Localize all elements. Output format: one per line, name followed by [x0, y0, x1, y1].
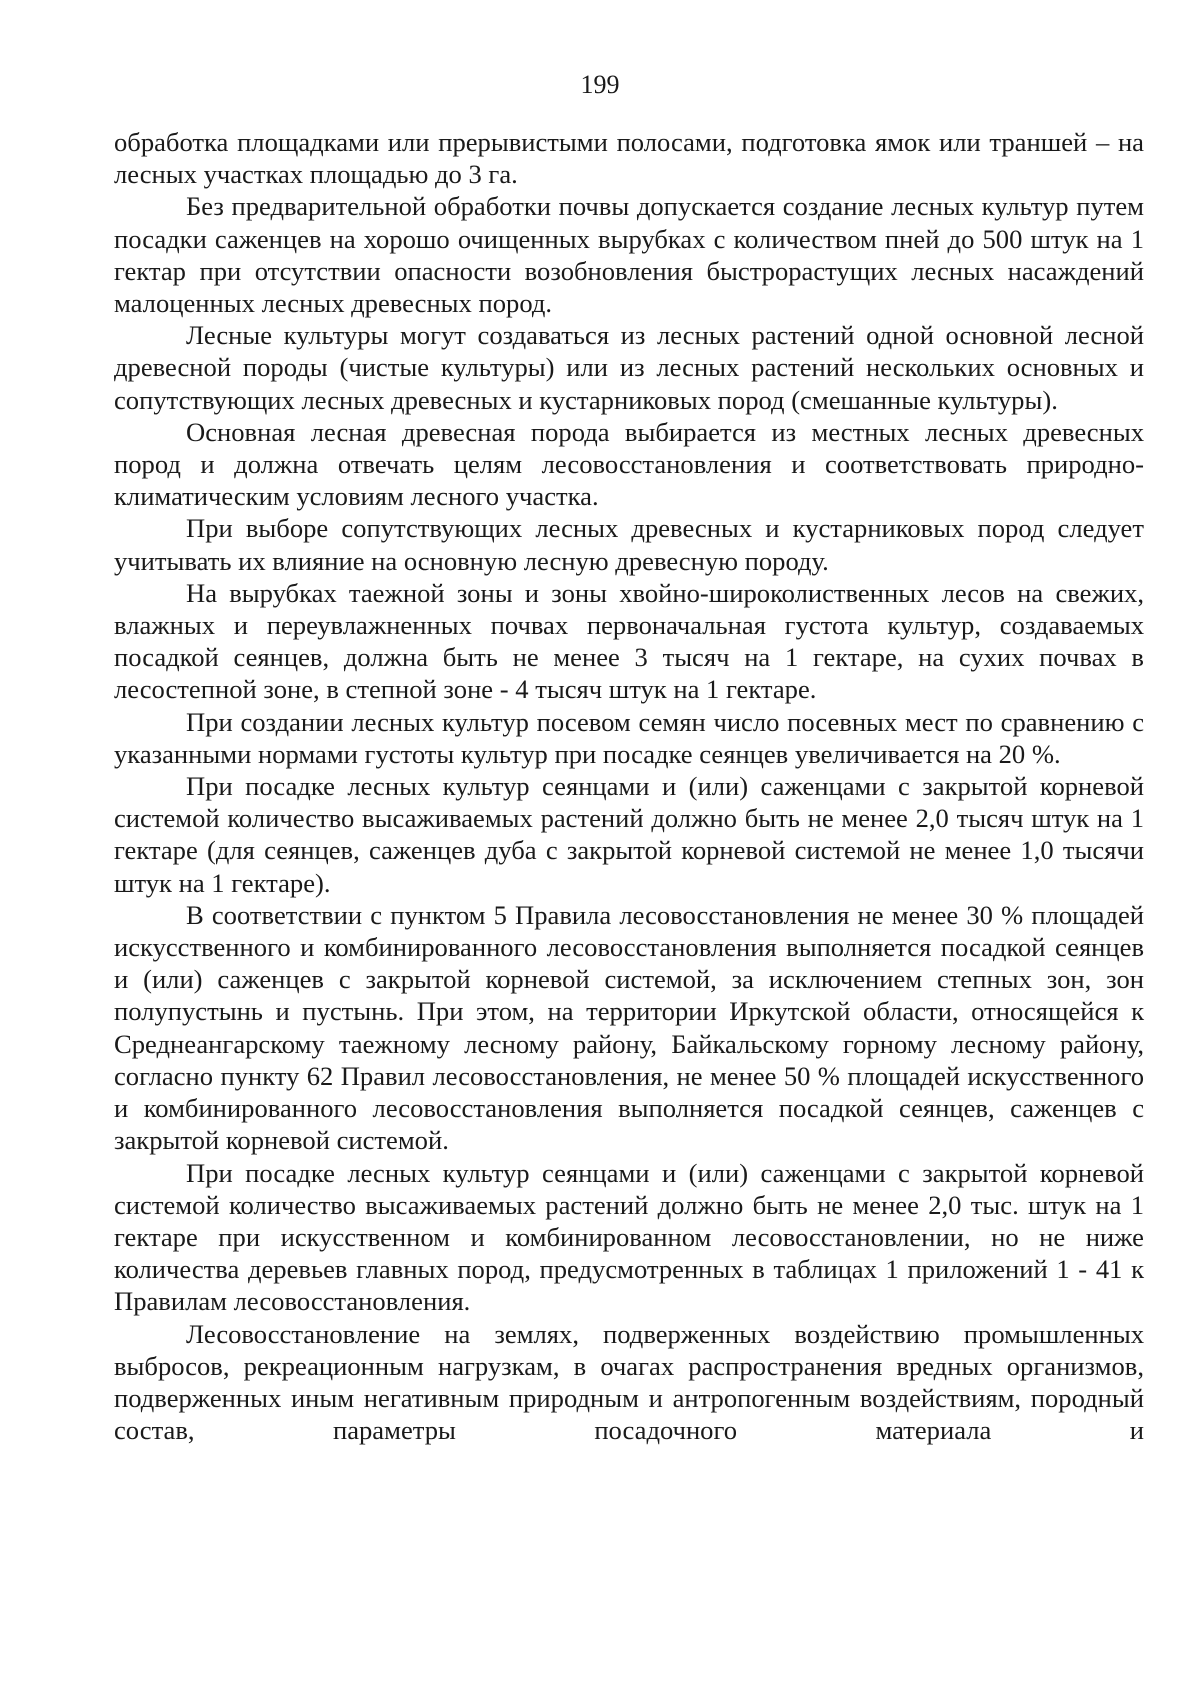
paragraph-8: При посадке лесных культур сеянцами и (или) саженцами с закрытой корневой системой количество высаживаемых растений должно быть не менее 2,0 тысяч штук на 1 гектаре (для сеянцев, саженцев дуба с закрытой корневой системой не менее 1,0 тысячи штук на 1 гектаре).	[114, 771, 1144, 898]
body-text	[114, 126, 1144, 1446]
page-number: 199	[580, 70, 620, 99]
paragraph-1: обработка площадками или прерывистыми полосами, подготовка ямок или траншей – на лесных участках площадью до 3 га.	[114, 127, 1144, 190]
paragraph-6: На вырубках таежной зоны и зоны хвойно-широколиственных лесов на свежих, влажных и переувлажненных почвах первоначальная густота культур, создаваемых посадкой сеянцев, должна быть не менее 3 тысяч на 1 гектаре, на сухих почвах в лесостепной зоне, в степной зоне - 4 тысяч штук на 1 гектаре.	[114, 577, 1144, 705]
paragraph-10: При посадке лесных культур сеянцами и (или) саженцами с закрытой корневой системой количество высаживаемых растений должно быть не менее 2,0 тыс. штук на 1 гектаре при искусственном и комбинированном лесовосстановлении, но не ниже количества деревьев главных пород, предусмотренных в таблицах 1 приложений 1 - 41 к Правилам лесовосстановления.	[114, 1157, 1144, 1317]
paragraph-11: Лесовосстановление на землях, подверженных воздействию промышленных выбросов, рекреационным нагрузкам, в очагах распространения вредных организмов, подверженных иным негативным природным и антропогенным воздействиям, породный состав, параметры посадочного материала и	[114, 1318, 1144, 1446]
paragraph-9: В соответствии с пунктом 5 Правила лесовосстановления не менее 30 % площадей искусственного и комбинированного лесовосстановления выполняется посадкой сеянцев и (или) саженцев с закрытой корневой системой, за исключением степных зон, зон полупустынь и пустынь. При этом, на территории Иркутской области, относящейся к Среднеангарскому таежному лесному району, Байкальскому горному лесному району, согласно пункту 62 Правил лесовосстановления, не менее 50 % площадей искусственного и комбинированного лесовосстановления выполняется посадкой сеянцев, саженцев с закрытой корневой системой.	[114, 899, 1144, 1156]
paragraph-2: Без предварительной обработки почвы допускается создание лесных культур путем посадки саженцев на хорошо очищенных вырубках с количеством пней до 500 штук на 1 гектар при отсутствии опасности возобновления быстрорастущих лесных насаждений малоценных лесных древесных пород.	[114, 191, 1144, 319]
paragraph-5: При выборе сопутствующих лесных древесных и кустарниковых пород следует учитывать их влияние на основную лесную древесную породу.	[114, 513, 1144, 576]
paragraph-3: Лесные культуры могут создаваться из лесных растений одной основной лесной древесной породы (чистые культуры) или из лесных растений нескольких основных и сопутствующих лесных древесных и кустарниковых пород (смешанные культуры).	[114, 320, 1144, 415]
paragraph-4: Основная лесная древесная порода выбирается из местных лесных древесных пород и должна отвечать целям лесовосстановления и соответствовать природно-климатическим условиям лесного участка.	[114, 416, 1144, 512]
paragraph-7: При создании лесных культур посевом семян число посевных мест по сравнению с указанными нормами густоты культур при посадке сеянцев увеличивается на 20 %.	[114, 706, 1144, 769]
